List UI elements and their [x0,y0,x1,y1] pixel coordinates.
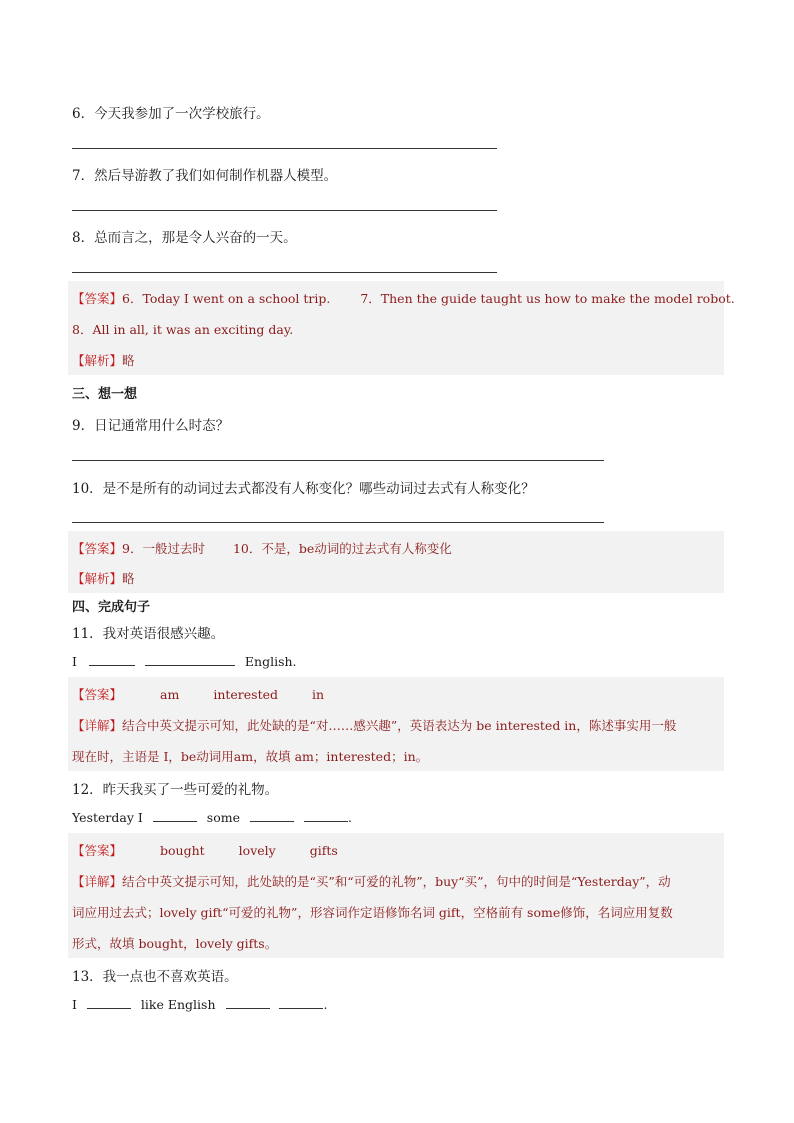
blank-13-1[interactable] [87,996,131,1009]
answer-tag: 【答案】 [72,541,123,556]
answer-tag: 【答案】 [72,843,123,858]
answer-7: 7．Then the guide taught us how to make the model robot. [360,291,735,306]
detail-12-text-2: 词应用过去式；lovely gift“可爱的礼物”，形容词作定语修饰名词 gift，空格前有 some修饰，名词应用复数 [72,905,673,920]
answer-tag: 【答案】 [72,687,123,702]
answer-line-11 [72,685,324,703]
answer-11-2: interested [213,687,279,702]
detail-11-text-1: 结合中英文提示可知，此处缺的是“对……感兴趣”，英语表达为 be interested in，陈述事实用一般 [122,718,677,733]
detail-line-12-1 [72,872,671,890]
sentence-12-mid: some [206,810,240,825]
answer-12-3: gifts [309,843,338,858]
question-11: 11．我对英语很感兴趣。 [72,626,225,642]
analysis-tag: 【解析】 [72,353,123,368]
sentence-13-start: I [72,997,77,1012]
answer-line-a9-a10 [72,539,452,557]
detail-11-text-2: 现在时，主语是 I，be动词用am，故填 am；interested；in。 [72,749,429,764]
analysis-line-9-10 [72,569,135,587]
answer-line-6 [72,148,497,149]
answer-12-2: lovely [238,843,276,858]
answer-10: 10．不是，be动词的过去式有人称变化 [232,541,452,556]
analysis-text: 略 [122,571,135,586]
question-7: 7．然后导游教了我们如何制作机器人模型。 [72,168,338,184]
sentence-12 [72,809,352,825]
answer-box-9-10 [68,531,724,593]
blank-11-1[interactable] [89,653,135,666]
blank-12-1[interactable] [153,809,197,822]
blank-12-2[interactable] [250,809,294,822]
detail-12-text-3: 形式，故填 bought，lovely gifts。 [72,936,278,951]
sentence-11-start: I [72,654,77,669]
sentence-13-end: . [323,997,328,1012]
blank-13-2[interactable] [226,996,270,1009]
answer-box-6-8 [68,281,735,375]
answer-line-10 [72,522,604,523]
sentence-13 [72,996,327,1012]
answer-line-a6-a7 [72,289,735,307]
question-9: 9．日记通常用什么时态？ [72,418,230,434]
answer-12-1: bought [160,843,205,858]
detail-tag: 【详解】 [72,874,123,889]
sentence-12-end: . [347,810,352,825]
question-13: 13．我一点也不喜欢英语。 [72,969,238,985]
analysis-tag: 【解析】 [72,571,123,586]
answer-box-12 [68,833,724,958]
answer-11-3: in [312,687,325,702]
section-4-title: 四、完成句子 [72,600,151,615]
sentence-12-start: Yesterday I [72,810,143,825]
analysis-text: 略 [122,353,135,368]
sentence-11-end: English. [244,654,297,669]
answer-line-8 [72,272,497,273]
question-8: 8．总而言之，那是令人兴奋的一天。 [72,230,297,246]
blank-11-2[interactable] [145,653,235,666]
answer-line-7 [72,210,497,211]
question-12: 12．昨天我买了一些可爱的礼物。 [72,782,279,798]
sentence-13-mid: like English [140,997,216,1012]
answer-8: 8．All in all, it was an exciting day. [72,322,294,337]
detail-12-text-1: 结合中英文提示可知，此处缺的是“买”和“可爱的礼物”，buy“买”，句中的时间是“Yesterday”，动 [122,874,671,889]
answer-11-1: am [160,687,180,702]
blank-12-3[interactable] [304,809,348,822]
answer-6: 6．Today I went on a school trip. [122,291,331,306]
detail-tag: 【详解】 [72,718,123,733]
answer-tag: 【答案】 [72,291,123,306]
blank-13-3[interactable] [279,996,323,1009]
answer-line-12 [72,841,338,859]
answer-9: 9．一般过去时 [122,541,205,556]
sentence-11 [72,653,297,669]
question-10: 10．是不是所有的动词过去式都没有人称变化？哪些动词过去式有人称变化？ [72,481,535,497]
question-6: 6．今天我参加了一次学校旅行。 [72,106,270,122]
section-3-title: 三、想一想 [72,387,138,402]
answer-line-9 [72,460,604,461]
analysis-line-6-8 [72,351,135,369]
detail-line-11-1 [72,716,676,734]
answer-box-11 [68,677,724,771]
